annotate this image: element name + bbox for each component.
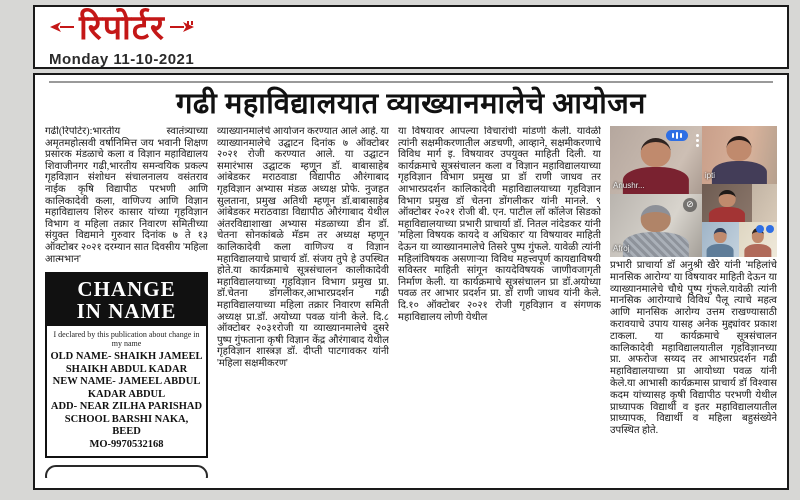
ad-new-name: NEW NAME- JAMEEL ABDUL KADAR ABDUL	[52, 376, 201, 400]
ad-title	[47, 274, 206, 326]
mic-muted-icon: ⊘	[683, 198, 697, 212]
article-column-1	[45, 126, 208, 478]
column-1-text: गढी(रिपोर्टर):भारतीय स्वातंत्र्याच्या अमृतमहोत्सवी वर्षानिमित्त जय भवानी शिक्षण प्रसारक मंडळाचे कला व विज्ञान महाविद्यालय शिवाजीनगर गढी,भारतीय समन्वयिक प्रकल्प गृहविज्ञान संशोधन संचालनालय वसंतराव नाईक कृषि विद्यापीठ परभणी आणि कालिकादेवी कला, वाणिज्य आणि विज्ञान महाविद्यालय शिरुर कासार यांच्या गृहविज्ञान विभाग व महिला तक्रार निवारण समितीच्या संयुक्त विद्यमाने गुरुवार दिनांक ७ ते १३ ऑक्टोबर २०२१ दरम्यान सात दिवसीय 'महिला आत्मभान'	[45, 126, 208, 265]
more-options-icon	[696, 134, 699, 149]
participant-figure	[707, 228, 733, 257]
spear-right-icon	[169, 20, 195, 39]
video-conference-photo	[610, 126, 777, 257]
masthead-logo-text: रिपोर्टर	[79, 10, 165, 47]
article-column-2	[217, 126, 389, 478]
column-4-text: प्रभारी प्राचार्या डॉ अनुश्री खैरे यांनी 'महिलांचे मानसिक आरोग्य' या विषयावर माहिती देऊन या व्याख्यानमालेचे चौथे पुष्प गुंफले.यावेळी त्यांनी मानसिक आरोग्याचे विविध पैलू त्याचे महत्व आणि मानसिक आरोग्य उत्तम राखण्यासाठी करावयाचे उपाय यासह अनेक मुद्द्यांवर प्रकाश टाकला. या कार्यक्रमाचे सूत्रसंचालन कालिकादेवी महाविद्यालयातील गृहविज्ञानच्या प्रा. अफरोज सय्यद तर आभारप्रदर्शन गढी महाविद्यालयाच्या प्रा आयोध्या पवळ यांनी केले.या आभासी कार्यक्रमास प्राचार्य डॉ विश्वास कदम यांच्यासह कृषी विद्यापीठ परभणी येथील प्राध्यापक विद्यार्थी व इतर महाविद्यालयातील प्राध्यापक, विद्यार्थी व महिला बहुसंख्येने उपस्थित होते.	[610, 260, 777, 437]
ad-address: ADD- NEAR ZILHA PARISHAD SCHOOL BARSHI NAKA, BEED	[50, 401, 203, 438]
participant-tile-small-2	[702, 222, 739, 257]
participant-tile-small-1	[702, 184, 752, 222]
ad-mobile: MO-9970532168	[89, 438, 164, 450]
ad-title-line-1: CHANGE	[77, 277, 176, 302]
participant-figure	[712, 136, 766, 183]
article-columns	[45, 126, 777, 478]
participant-figure	[623, 205, 689, 257]
camera-indicator-icon	[756, 225, 774, 233]
article-box	[33, 73, 789, 490]
participant-name-label: ipti	[704, 170, 716, 180]
headline-rule	[49, 81, 773, 83]
ad-title-line-2: IN NAME	[76, 299, 177, 324]
participant-tile-afroj	[610, 194, 702, 257]
participant-tile-small-3	[739, 222, 777, 257]
participant-name-label: Afroj	[613, 244, 630, 254]
spear-left-icon	[49, 20, 75, 39]
participant-name-label: Anushr...	[613, 181, 645, 191]
participant-tile-dipti	[702, 126, 777, 184]
masthead-date: Monday 11-10-2021	[49, 51, 195, 68]
ad-declaration: I declared by this publication about change in my name	[53, 330, 200, 349]
column-3-text: या विषयावर आपल्या विचारांची मांडणी केली. यावेळी त्यांनी सक्षमीकरणातील अडचणी, आव्हाने, सक्षमीकरणाचे विविध मार्ग इ. विषयावर उपयुक्त माहिती दिली. या कार्यक्रमाचे सूत्रसंचालन कला व विज्ञान महाविद्यालयाच्या गृहविज्ञान विभाग प्रमुख प्रा डॉ राणी जाधव तर आभारप्रदर्शन कालिकादेवी महाविद्यालयाच्या गृहविज्ञान विभाग प्रमुख डॉ चेतना डोंगलीकर यांनी मानले. ९ ऑक्टोबर २०२१ रोजी बी. एन. पाटील लॉ कॉलेज सिडको महाविद्यालयाच्या प्रभारी प्राचार्या डॉ. नितल नांदेडकर यांनी 'महिला विषयक कायदे व अधिकार' या विषयावर माहिती देऊन या व्याख्यानमालेचे तिसरे पुष्प गुंफले. यावेळी त्यांनी महिलांविषयक असणाऱ्या विविध महत्त्वपूर्ण कायद्याविषयी सविस्तर माहिती सांगून कायदेविषयक जाणीवजागृती निर्माण केली. या कार्यक्रमाचे सूत्रसंचालन प्रा डॉ.अयोध्या पवळ तर आभार प्रदर्शन प्रा. डॉ राणी जाधव यांनी केले. दि.१० ऑक्टोबर २०२१ रोजी गृहविज्ञान व संगणक महाविद्यालय लोणी येथील	[398, 126, 601, 323]
article-headline: गढी महाविद्यालयात व्याख्यानमालेचे आयोजन	[176, 88, 646, 120]
masthead	[33, 5, 789, 69]
next-ad-frame	[45, 465, 208, 478]
column-2-text: व्याख्यानमालेचे आयोजन करण्यात आले आहे. या व्याख्यानमालेचे उद्घाटन दिनांक ७ ऑक्टोबर २०२१ रोजी करण्यात आले. या उद्घाटन समारंभास उद्घाटक म्हणून डॉ. बाबासाहेब आंबेडकर मराठवाडा विद्यापीठ औरंगाबाद गृहविज्ञान अभ्यास मंडळ अध्यक्ष प्रोफे. नुजहत सुलताना, प्रमुख अतिथी म्हणून डॉ.बाबासाहेब आंबेडकर मराठवाडा विद्यापीठ औरंगाबाद येथील अंतरविद्याशाखा अभ्यास मंडळाच्या डीन डॉ. चेतना सोनकांबळे मॅडम तर अध्यक्ष म्हणून कालिकादेवी कला वाणिज्य व विज्ञान महाविद्यालयाचे प्राचार्य डॉ. संजय तुपे हे उपस्थित होते.या कार्यक्रमाचे सूत्रसंचालन कालीकादेवी महाविद्यालयाच्या गृहविज्ञान विभाग प्रमुख प्रा. डॉ.चेतना डोंगलीकर,आभारप्रदर्शन गढी महाविद्यालयाच्या महिला तक्रार निवारण समिती अध्यक्ष प्रा.डॉ. अयोध्या पवळ यांनी केले. दि.८ ऑक्टोबर २०३१रोजी या व्याख्यानमालेचे दुसरे पुष्प गुंफताना कृषी विज्ञान केंद्र औरंगाबाद येथील गृहविज्ञान शास्त्रज्ञ डॉ. दीप्ती पाटगावकर यांनी 'महिला सक्षमीकरण'	[217, 126, 389, 369]
article-column-4	[610, 126, 777, 478]
ad-old-name: OLD NAME- SHAIKH JAMEEL SHAIKH ABDUL KADAR	[50, 351, 203, 375]
participant-tile-anushri	[610, 126, 702, 194]
participant-tile-edge	[752, 184, 777, 222]
change-in-name-ad	[45, 272, 208, 458]
ad-body	[47, 326, 206, 456]
article-column-3	[398, 126, 601, 478]
audio-indicator-icon	[666, 130, 688, 141]
masthead-logo	[49, 9, 777, 49]
newspaper-page	[33, 5, 789, 494]
participant-figure	[709, 190, 745, 221]
